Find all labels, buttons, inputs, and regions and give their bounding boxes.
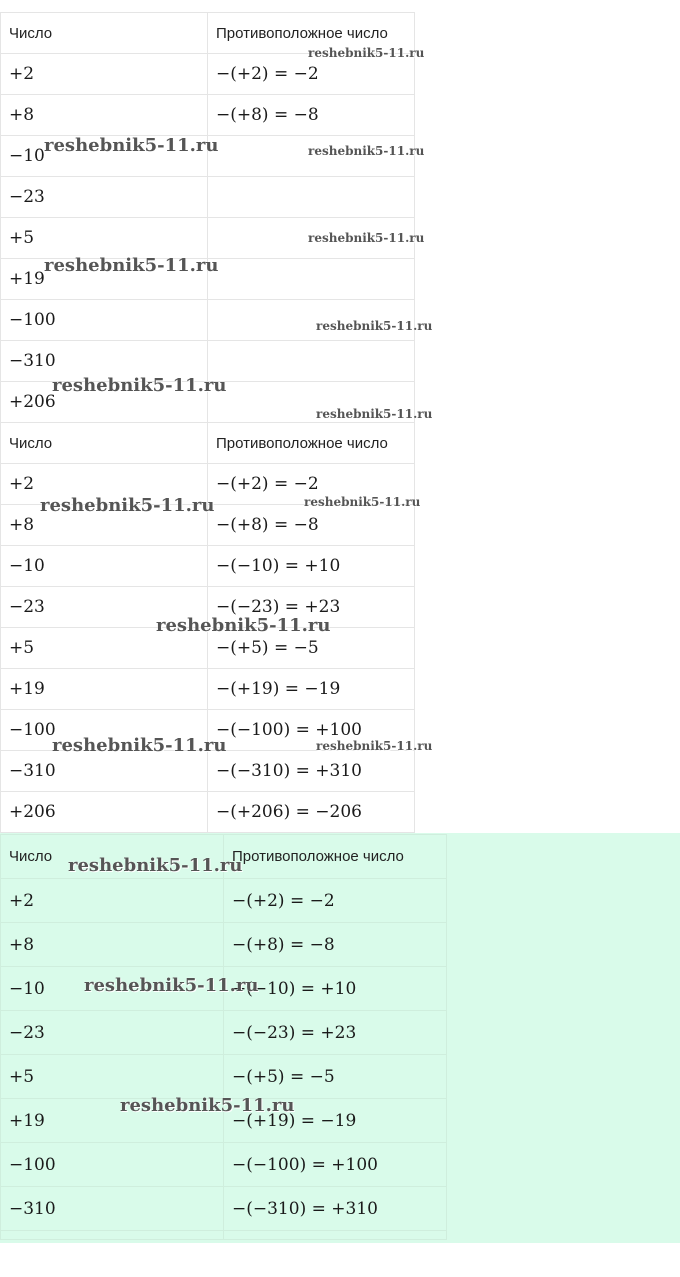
header-number: Число (1, 13, 208, 54)
opposite-cell: −(+8) = −8 (224, 923, 447, 967)
watermark: reshebnik5-11.ru (52, 735, 227, 756)
table-header-row (1, 423, 415, 464)
number-cell: −23 (1, 587, 208, 628)
table-row (1, 1011, 447, 1055)
number-cell: +5 (1, 218, 208, 259)
opposite-cell: −(+206) = −206 (208, 792, 415, 833)
watermark: reshebnik5-11.ru (84, 975, 259, 996)
opposite-cell (224, 1231, 447, 1240)
number-cell: −10 (1, 546, 208, 587)
table-row (1, 879, 447, 923)
number-cell: −100 (1, 300, 208, 341)
opposite-cell: −(−310) = +310 (224, 1187, 447, 1231)
number-cell: −100 (1, 710, 208, 751)
table-row (1, 923, 447, 967)
numbers-table-1 (0, 12, 415, 423)
opposite-cell: −(−10) = +10 (224, 967, 447, 1011)
number-cell: +2 (1, 54, 208, 95)
number-cell: +8 (1, 923, 224, 967)
number-cell: −310 (1, 341, 208, 382)
number-cell: −10 (1, 136, 208, 177)
opposite-cell: −(+19) = −19 (208, 669, 415, 710)
watermark: reshebnik5-11.ru (316, 407, 433, 421)
opposite-cell: −(−10) = +10 (208, 546, 415, 587)
table-row (1, 1187, 447, 1231)
opposite-cell: −(+8) = −8 (208, 505, 415, 546)
numbers-table-3 (0, 834, 447, 1240)
watermark: reshebnik5-11.ru (308, 46, 425, 60)
number-cell: +206 (1, 382, 208, 423)
watermark: reshebnik5-11.ru (44, 135, 219, 156)
opposite-cell (208, 259, 415, 300)
opposite-cell: −(+2) = −2 (208, 54, 415, 95)
opposite-cell: −(+19) = −19 (224, 1099, 447, 1143)
watermark: reshebnik5-11.ru (308, 144, 425, 158)
watermark: reshebnik5-11.ru (68, 855, 243, 876)
opposite-cell: −(−100) = +100 (208, 710, 415, 751)
watermark: reshebnik5-11.ru (120, 1095, 295, 1116)
watermark: reshebnik5-11.ru (308, 231, 425, 245)
header-opposite: Противоположное число (224, 835, 447, 879)
table-row (1, 177, 415, 218)
number-cell (1, 1231, 224, 1240)
watermark: reshebnik5-11.ru (44, 255, 219, 276)
watermark: reshebnik5-11.ru (156, 615, 331, 636)
number-cell: −310 (1, 751, 208, 792)
opposite-cell: −(+5) = −5 (208, 628, 415, 669)
table-row (1, 546, 415, 587)
number-cell: +206 (1, 792, 208, 833)
opposite-cell: −(−23) = +23 (224, 1011, 447, 1055)
number-cell: +19 (1, 259, 208, 300)
watermark: reshebnik5-11.ru (52, 375, 227, 396)
number-cell: +2 (1, 879, 224, 923)
opposite-cell: −(+2) = −2 (224, 879, 447, 923)
number-cell: −100 (1, 1143, 224, 1187)
watermark: reshebnik5-11.ru (316, 739, 433, 753)
opposite-cell: −(+5) = −5 (224, 1055, 447, 1099)
opposite-cell (208, 341, 415, 382)
number-cell: +5 (1, 628, 208, 669)
table-row (1, 1231, 447, 1240)
opposite-cell: −(−310) = +310 (208, 751, 415, 792)
number-cell: −310 (1, 1187, 224, 1231)
watermark: reshebnik5-11.ru (304, 495, 421, 509)
header-number: Число (1, 423, 208, 464)
number-cell: +19 (1, 1099, 224, 1143)
opposite-cell: −(−100) = +100 (224, 1143, 447, 1187)
number-cell: +19 (1, 669, 208, 710)
number-cell: −23 (1, 1011, 224, 1055)
number-cell: +5 (1, 1055, 224, 1099)
number-cell: −10 (1, 967, 224, 1011)
number-cell: +8 (1, 95, 208, 136)
opposite-cell: −(+2) = −2 (208, 464, 415, 505)
number-cell: −23 (1, 177, 208, 218)
table-row (1, 792, 415, 833)
number-cell: +2 (1, 464, 208, 505)
header-opposite: Противоположное число (208, 423, 415, 464)
number-cell: +8 (1, 505, 208, 546)
opposite-cell (208, 177, 415, 218)
watermark: reshebnik5-11.ru (40, 495, 215, 516)
header-number: Число (1, 835, 224, 879)
table-row (1, 1143, 447, 1187)
table-row (1, 669, 415, 710)
watermark: reshebnik5-11.ru (316, 319, 433, 333)
table-row (1, 751, 415, 792)
header-opposite: Противоположное число (208, 13, 415, 54)
table-row (1, 1055, 447, 1099)
table-row (1, 95, 415, 136)
opposite-cell: −(−23) = +23 (208, 587, 415, 628)
opposite-cell: −(+8) = −8 (208, 95, 415, 136)
